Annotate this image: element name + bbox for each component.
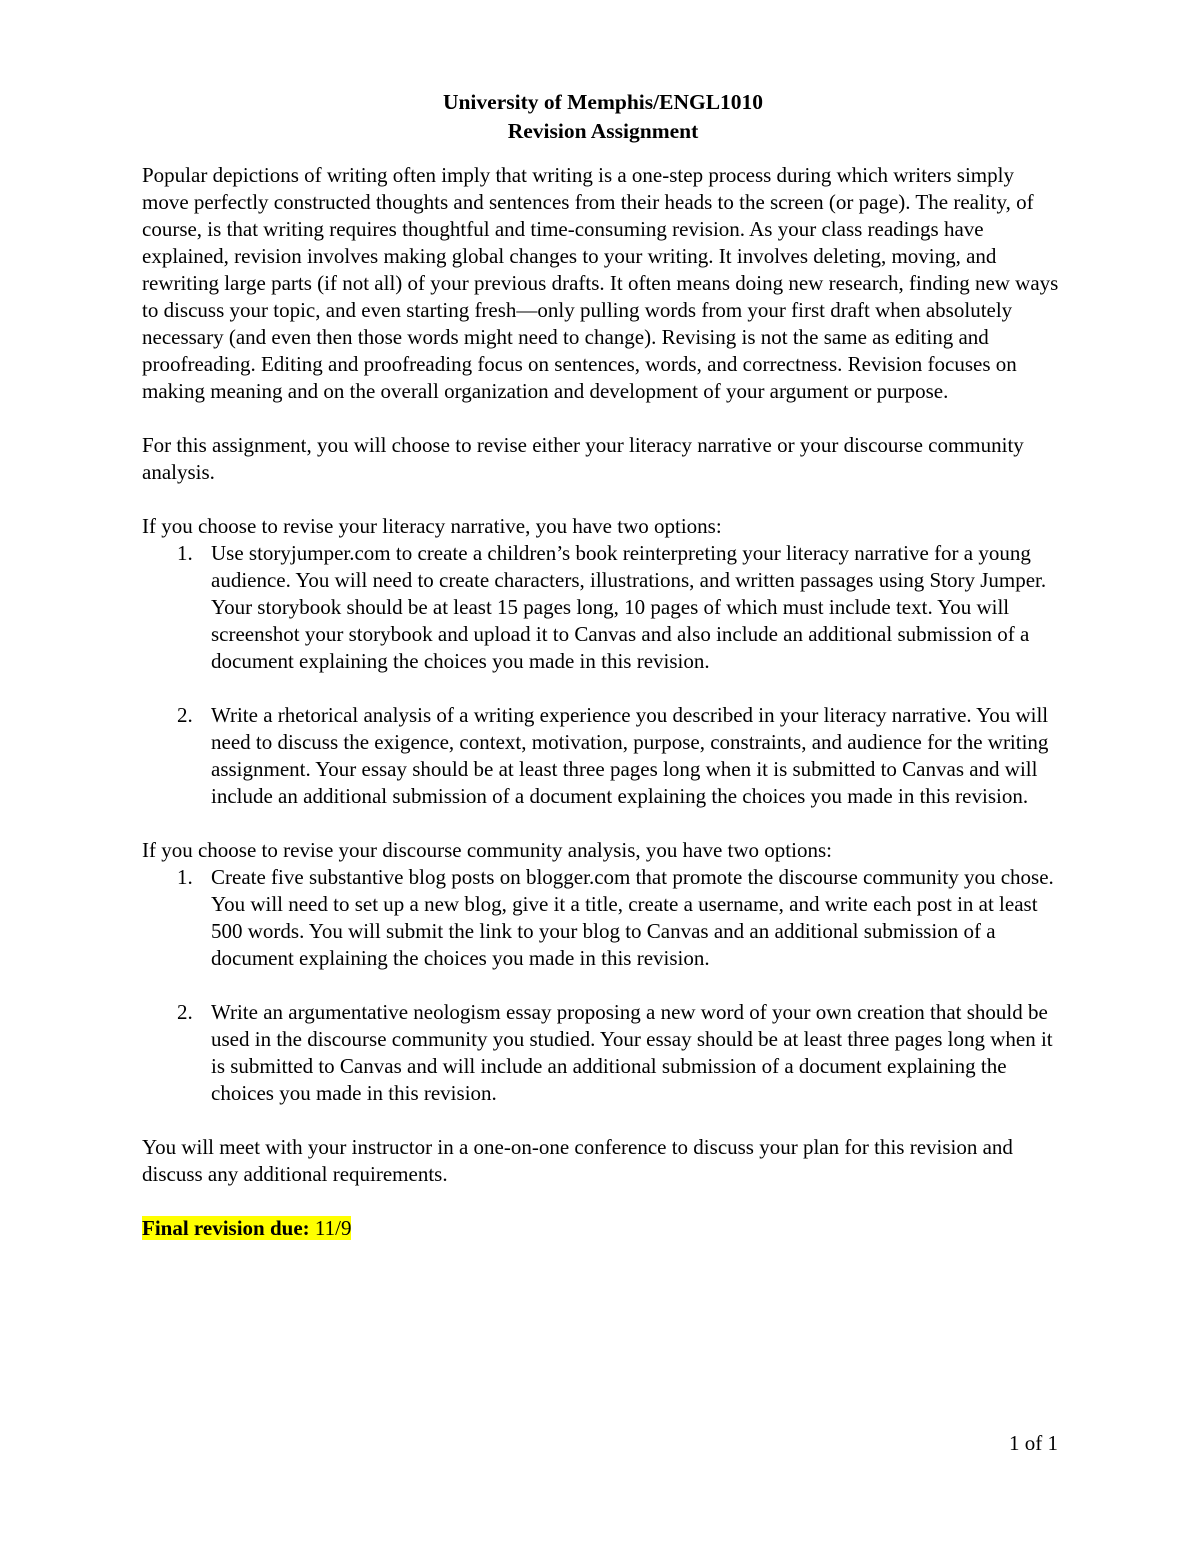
list-item	[142, 540, 1064, 675]
list-item-number: 2.	[177, 703, 193, 727]
list-item-number: 1.	[177, 541, 193, 565]
due-date-highlight	[142, 1216, 351, 1240]
literacy-section-intro: If you choose to revise your literacy narrative, you have two options:	[142, 514, 722, 538]
list-item-text: Write an argumentative neologism essay proposing a new word of your own creation that should be used in the discourse community you studied. Your essay should be at least three pages long when it is submitted to Canvas and will include an additional submission of a document explaining the choices you made in this revision.	[211, 1000, 1053, 1105]
discourse-options-list	[142, 864, 1064, 1107]
due-label: Final revision due:	[142, 1216, 310, 1240]
due-date-line	[142, 1215, 1064, 1242]
list-item-text: Write a rhetorical analysis of a writing experience you described in your literacy narrative. You will need to discuss the exigence, context, motivation, purpose, constraints, and audience for the writing assignment. Your essay should be at least three pages long when it is submitted to Canvas and will include an additional submission of a document explaining the choices you made in this revision.	[211, 703, 1049, 808]
choice-paragraph: For this assignment, you will choose to revise either your literacy narrative or your discourse community analysis.	[142, 433, 1024, 484]
intro-paragraph: Popular depictions of writing often imply that writing is a one-step process during which writers simply move perfectly constructed thoughts and sentences from their heads to the screen (or page). The reality, of course, is that writing requires thoughtful and time-consuming revision. As your class readings have explained, revision involves making global changes to your writing. It involves deleting, moving, and rewriting large parts (if not all) of your previous drafts. It often means doing new research, finding new ways to discuss your topic, and even starting fresh—only pulling words from your first draft when absolutely necessary (and even then those words might need to change). Revising is not the same as editing and proofreading. Editing and proofreading focus on sentences, words, and correctness. Revision focuses on making meaning and on the overall organization and development of your argument or purpose.	[142, 163, 1059, 403]
document-title	[142, 88, 1064, 146]
list-item	[142, 999, 1064, 1107]
list-item-number: 2.	[177, 1000, 193, 1024]
assignment-title: Revision Assignment	[507, 119, 699, 143]
literacy-options-list	[142, 540, 1064, 810]
document-body	[142, 88, 1064, 1242]
list-item-text: Create five substantive blog posts on blogger.com that promote the discourse community you chose. You will need to set up a new blog, give it a title, create a username, and write each post in at least 500 words. You will submit the link to your blog to Canvas and an additional submission of a document explaining the choices you made in this revision.	[211, 865, 1054, 970]
list-item	[142, 864, 1064, 972]
conference-paragraph: You will meet with your instructor in a one-on-one conference to discuss your plan for this revision and discuss any additional requirements.	[142, 1135, 1013, 1186]
list-item-number: 1.	[177, 865, 193, 889]
due-date: 11/9	[309, 1216, 352, 1240]
list-item-text: Use storyjumper.com to create a children’s book reinterpreting your literacy narrative for a young audience. You will need to create characters, illustrations, and written passages using Story Jumper. Your storybook should be at least 15 pages long, 10 pages of which must include text. You will screenshot your storybook and upload it to Canvas and also include an additional submission of a document explaining the choices you made in this revision.	[211, 541, 1047, 673]
page-number: 1 of 1	[1009, 1431, 1058, 1455]
list-item	[142, 702, 1064, 810]
course-title: University of Memphis/ENGL1010	[442, 90, 764, 114]
discourse-section-intro: If you choose to revise your discourse community analysis, you have two options:	[142, 838, 832, 862]
